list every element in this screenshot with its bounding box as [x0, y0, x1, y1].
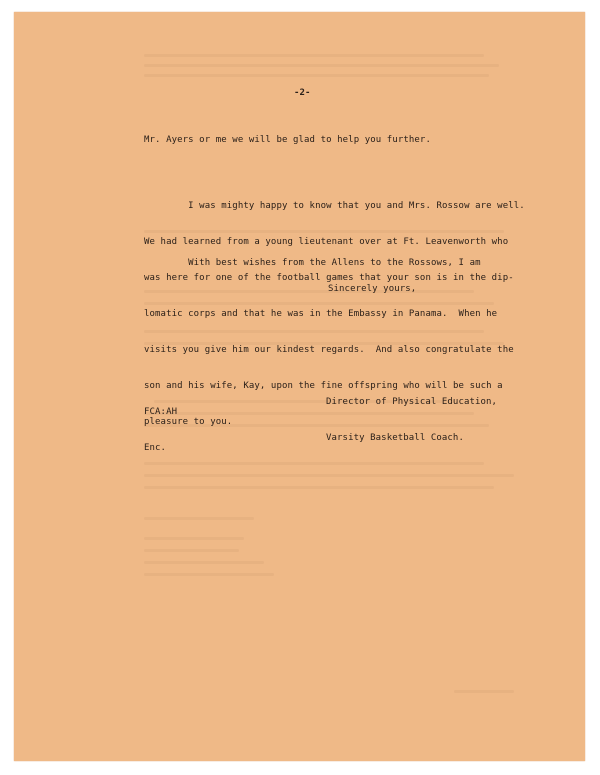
- bleed-through-line: [144, 474, 514, 477]
- paragraph-line: I was mighty happy to know that you and Mrs. Rossow are well.: [144, 201, 525, 211]
- letter-page: [14, 12, 585, 761]
- typist-initials: FCA:AH: [144, 407, 178, 417]
- paragraph-line: pleasure to you.: [144, 417, 233, 427]
- bleed-through-line: [454, 690, 514, 693]
- bleed-through-line: [144, 54, 484, 57]
- signature-title: Director of Physical Education,: [326, 397, 498, 407]
- paragraph-line: lomatic corps and that he was in the Embassy in Panama. When he: [144, 309, 498, 319]
- bleed-through-line: [144, 561, 264, 564]
- bleed-through-line: [144, 74, 489, 77]
- bleed-through-line: [144, 573, 274, 576]
- paragraph-line: was here for one of the football games that your son is in the dip-: [144, 273, 514, 283]
- bleed-through-line: [144, 64, 499, 67]
- continuation-line: Mr. Ayers or me we will be glad to help you further.: [144, 135, 431, 145]
- reference-initials: [144, 382, 177, 478]
- bleed-through-line: [144, 537, 244, 540]
- complimentary-close: Sincerely yours,: [328, 284, 417, 294]
- bleed-through-line: [144, 486, 494, 489]
- paragraph-line: visits you give him our kindest regards. And also congratulate the: [144, 345, 514, 355]
- signature-block: [326, 372, 497, 468]
- bleed-through-line: [144, 549, 239, 552]
- page-number: -2-: [294, 88, 311, 98]
- closing-paragraph: With best wishes from the Allens to the Rossows, I am: [144, 258, 481, 268]
- enclosure-note: Enc.: [144, 443, 167, 453]
- paragraph-line: We had learned from a young lieutenant over at Ft. Leavenworth who: [144, 237, 509, 247]
- signature-title: Varsity Basketball Coach.: [326, 433, 464, 443]
- bleed-through-line: [144, 517, 254, 520]
- paragraph-line: son and his wife, Kay, upon the fine offspring who will be such a: [144, 381, 503, 391]
